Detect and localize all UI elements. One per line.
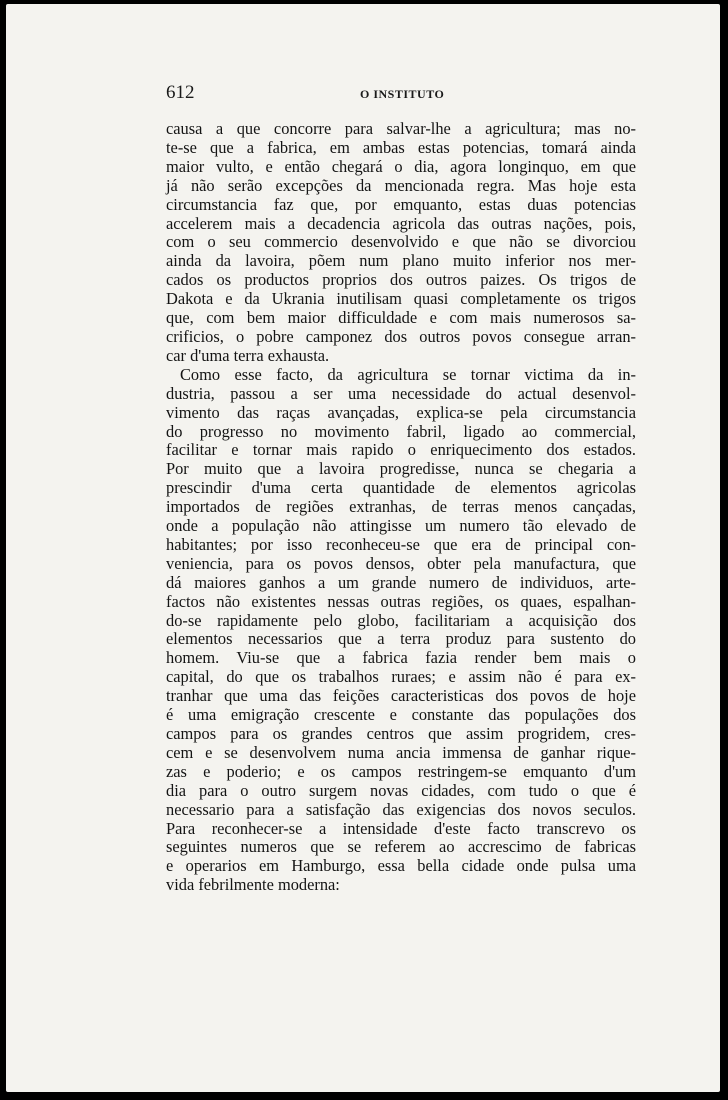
text-line: Dakota e da Ukrania inutilisam quasi completamente os trigos (166, 289, 636, 309)
text-line: te-se que a fabrica, em ambas estas potencias, tomará ainda (166, 137, 636, 157)
page-number: 612 (166, 82, 195, 103)
book-page (6, 4, 720, 1092)
text-line: já não serão excepções da mencionada regra. Mas hoje esta (166, 175, 636, 195)
text-line: Como esse facto, da agricultura se tornar victima da in- (180, 364, 636, 384)
text-line: veniencia, para os povos densos, obter pela manufactura, que (166, 553, 636, 573)
text-line: facilitar e tornar mais rapido o enriquecimento dos estados. (166, 440, 636, 460)
text-line: dustria, passou a ser uma necessidade do actual desenvol- (166, 383, 636, 403)
text-line: crificios, o pobre camponez dos outros povos consegue arran- (166, 326, 636, 346)
text-line: causa a que concorre para salvar-lhe a agricultura; mas no- (166, 119, 636, 138)
text-line: factos não existentes nessas outras regiões, os quaes, espalhan- (166, 591, 636, 611)
text-line: capital, do que os trabalhos ruraes; e assim não é para ex- (166, 667, 636, 687)
text-line: cados os productos proprios dos outros paizes. Os trigos de (166, 270, 636, 290)
text-line: Para reconhecer-se a intensidade d'este facto transcrevo os (166, 818, 636, 838)
text-line: vimento das raças avançadas, explica-se pela circumstancia (166, 402, 636, 422)
text-line: Por muito que a lavoira progredisse, nunca se chegaria a (166, 459, 636, 479)
text-line: accelerem mais a decadencia agricola das outras nações, pois, (166, 213, 636, 233)
text-line: maior vulto, e então chegará o dia, agora longinquo, em que (166, 156, 636, 176)
text-line: circumstancia faz que, por emquanto, estas duas potencias (166, 194, 636, 214)
text-line: prescindir d'uma certa quantidade de elementos agricolas (166, 478, 636, 498)
text-line: dia para o outro surgem novas cidades, com tudo o que é (166, 780, 636, 800)
text-line: e operarios em Hamburgo, essa bella cidade onde pulsa uma (166, 856, 636, 876)
text-line: car d'uma terra exhausta. (166, 345, 330, 365)
text-line: que, com bem maior difficuldade e com mais numerosos sa- (166, 308, 636, 328)
text-line: elementos necessarios que a terra produz para sustento do (166, 629, 636, 649)
text-line: necessario para a satisfação das exigencias dos novos seculos. (166, 799, 636, 819)
body-text (166, 120, 636, 895)
text-line: tranhar que uma das feições caracteristicas dos povos de hoje (166, 686, 636, 706)
text-line: ainda da lavoira, põem num plano muito inferior nos mer- (166, 251, 636, 271)
text-line: seguintes numeros que se referem ao accrescimo de fabricas (166, 837, 636, 857)
text-line: dá maiores ganhos a um grande numero de individuos, arte- (166, 572, 636, 592)
text-line: zas e poderio; e os campos restringem-se emquanto d'um (166, 761, 636, 781)
running-head (166, 82, 636, 106)
journal-title: O INSTITUTO (360, 87, 445, 101)
text-line: importados de regiões extranhas, de terras menos cançadas, (166, 497, 636, 517)
text-line: homem. Viu-se que a fabrica fazia render bem mais o (166, 648, 636, 668)
text-line: campos para os grandes centros que assim progridem, cres- (166, 724, 636, 743)
text-line: cem e se desenvolvem numa ancia immensa de ganhar rique- (166, 742, 636, 762)
text-line: do-se rapidamente pelo globo, facilitariam a acquisição dos (166, 610, 636, 630)
text-line: onde a população não attingisse um numero tão elevado de (166, 516, 636, 536)
text-line: vida febrilmente moderna: (166, 875, 340, 895)
text-line: do progresso no movimento fabril, ligado ao commercial, (166, 421, 636, 441)
text-line: habitantes; por isso reconheceu-se que era de principal con- (166, 534, 636, 554)
text-line: com o seu commercio desenvolvido e que não se divorciou (166, 232, 636, 252)
text-line: é uma emigração crescente e constante das populações dos (166, 705, 636, 725)
